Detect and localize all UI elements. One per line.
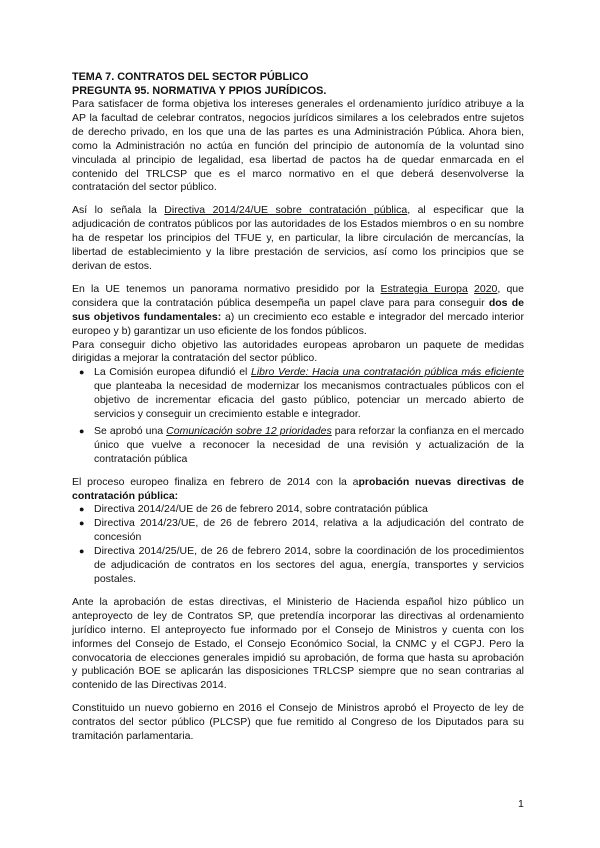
- text-run: que planteaba la necesidad de modernizar los mecanismos contractuales públicos con el objetivo de incrementar eficacia del gasto público, potenciar un mercado abierto de servicios y conseguir un crecimiento estable e integrador.: [94, 380, 524, 421]
- comunicacion-link[interactable]: Comunicación sobre 12 prioridades: [166, 424, 332, 437]
- text-run: Se aprobó una: [94, 424, 167, 437]
- paragraph-directives-heading: [72, 476, 524, 504]
- measures-list: [72, 366, 524, 466]
- bullet-icon: ●: [79, 425, 85, 436]
- page-content: [72, 70, 524, 744]
- list-item: [79, 545, 524, 587]
- strategy-link[interactable]: Estrategia Europa: [380, 282, 468, 295]
- paragraph-measures: Para conseguir dicho objetivo las autoridades europeas aprobaron un paquete de medidas dirigidas a mejorar la contratación del sector público.: [72, 338, 524, 365]
- question-title: PREGUNTA 95. NORMATIVA Y PPIOS JURÍDICOS.: [72, 85, 327, 97]
- paragraph-intro: Para satisfacer de forma objetiva los intereses generales el ordenamiento jurídico atribuye a la AP la facultad de celebrar contratos, negocios jurídicos similares a los celebrados entre sujetos de derecho privado, en los que una de las partes es una Administración Pública. Ahora bien, como la Administración no actúa en función del principio de autonomía de la voluntad sino vinculada al principio de legalidad, esa libertad de pactos ha de quedar enmarcada en el contenido del TRLCSP que es el marco normativo en el que deberá desenvolverse la contratación del sector público.: [72, 98, 524, 194]
- libro-verde-link[interactable]: Libro Verde: Hacia una contratación pública más eficiente: [251, 366, 524, 379]
- strategy-2020-link[interactable]: 2020: [474, 282, 498, 295]
- list-item: [79, 503, 524, 517]
- text-run: para reforzar la confianza en el mercado único que vuelve a reconocer la necesidad de una revisión y actualización de la contratación pública: [94, 424, 524, 465]
- list-item-text: Directiva 2014/23/UE, de 26 de febrero 2014, relativa a la adjudicación del contrato de concesión: [94, 517, 524, 544]
- chapter-title: TEMA 7. CONTRATOS DEL SECTOR PÚBLICO: [72, 71, 309, 83]
- list-item: [79, 517, 524, 545]
- list-item: [79, 366, 524, 422]
- text-run: En la UE tenemos un panorama normativo presidido por la: [72, 282, 381, 295]
- text-run: El proceso europeo finaliza en febrero de 2014 con la a: [72, 475, 359, 488]
- text-run: a) un crecimiento eco estable e integrador del mercado interior europeo y b) garantizar un uso eficiente de los fondos públicos.: [72, 310, 524, 337]
- text-run: , al especificar que la adjudicación de contratos públicos por las autoridades de los Estados miembros o en su nombre ha de respetar los principios del TFUE y, en particular, la libre circulación de mercancías, la libertad de establecimiento y la libre prestación de servicios, así como los principios que se derivan de estos.: [72, 204, 524, 272]
- list-item-text: Directiva 2014/24/UE de 26 de febrero 2014, sobre contratación pública: [94, 503, 428, 516]
- paragraph-plcsp: Constituido un nuevo gobierno en 2016 el Consejo de Ministros aprobó el Proyecto de ley de contratos del sector público (PLCSP) que fue remitido al Congreso de los Diputados para su tramitación parlamentaria.: [72, 702, 524, 743]
- bullet-icon: ●: [79, 367, 85, 378]
- directive-link[interactable]: Directiva 2014/24/UE sobre contratación pública: [164, 204, 408, 217]
- page-number: 1: [518, 798, 524, 810]
- paragraph-anteproyecto: Ante la aprobación de estas directivas, el Ministerio de Hacienda español hizo público un anteproyecto de ley de Contratos SP, que pretendía incorporar las directivas al ordenamiento jurídico interno. El anteproyecto fue informado por el Consejo de Ministros y cuenta con los informes del Consejo de Estado, el Consejo Económico Social, la CNMC y el CGPJ. Pero la convocatoria de elecciones generales impidió su aprobación, de forma que hasta su aprobación y publicación BOE se aplicarán las disposiciones TRLCSP siempre que no sean contrarias al contenido de las Directivas 2014.: [72, 595, 524, 692]
- text-run: Así lo señala la: [72, 204, 165, 217]
- bullet-icon: ●: [79, 518, 85, 529]
- bullet-icon: ●: [79, 546, 85, 557]
- text-run: La Comisión europea difundió el: [94, 366, 251, 379]
- paragraph-directive: [72, 204, 524, 274]
- list-item: [79, 424, 524, 467]
- bold-text: dos de sus objetivos fundamentales:: [72, 296, 525, 323]
- text-run: , que considera que la contratación pública desempeña un papel clave para para conseguir: [72, 282, 524, 309]
- bold-text: probación nuevas directivas de contratación pública:: [72, 475, 524, 502]
- bullet-icon: ●: [79, 504, 85, 515]
- directives-list: [72, 503, 524, 586]
- list-item-text: Directiva 2014/25/UE, de 26 de febrero 2014, sobre la coordinación de los procedimientos de adjudicación de contratos en los sectores del agua, energía, transportes y servicios postales.: [94, 545, 524, 585]
- paragraph-strategy: [72, 283, 524, 339]
